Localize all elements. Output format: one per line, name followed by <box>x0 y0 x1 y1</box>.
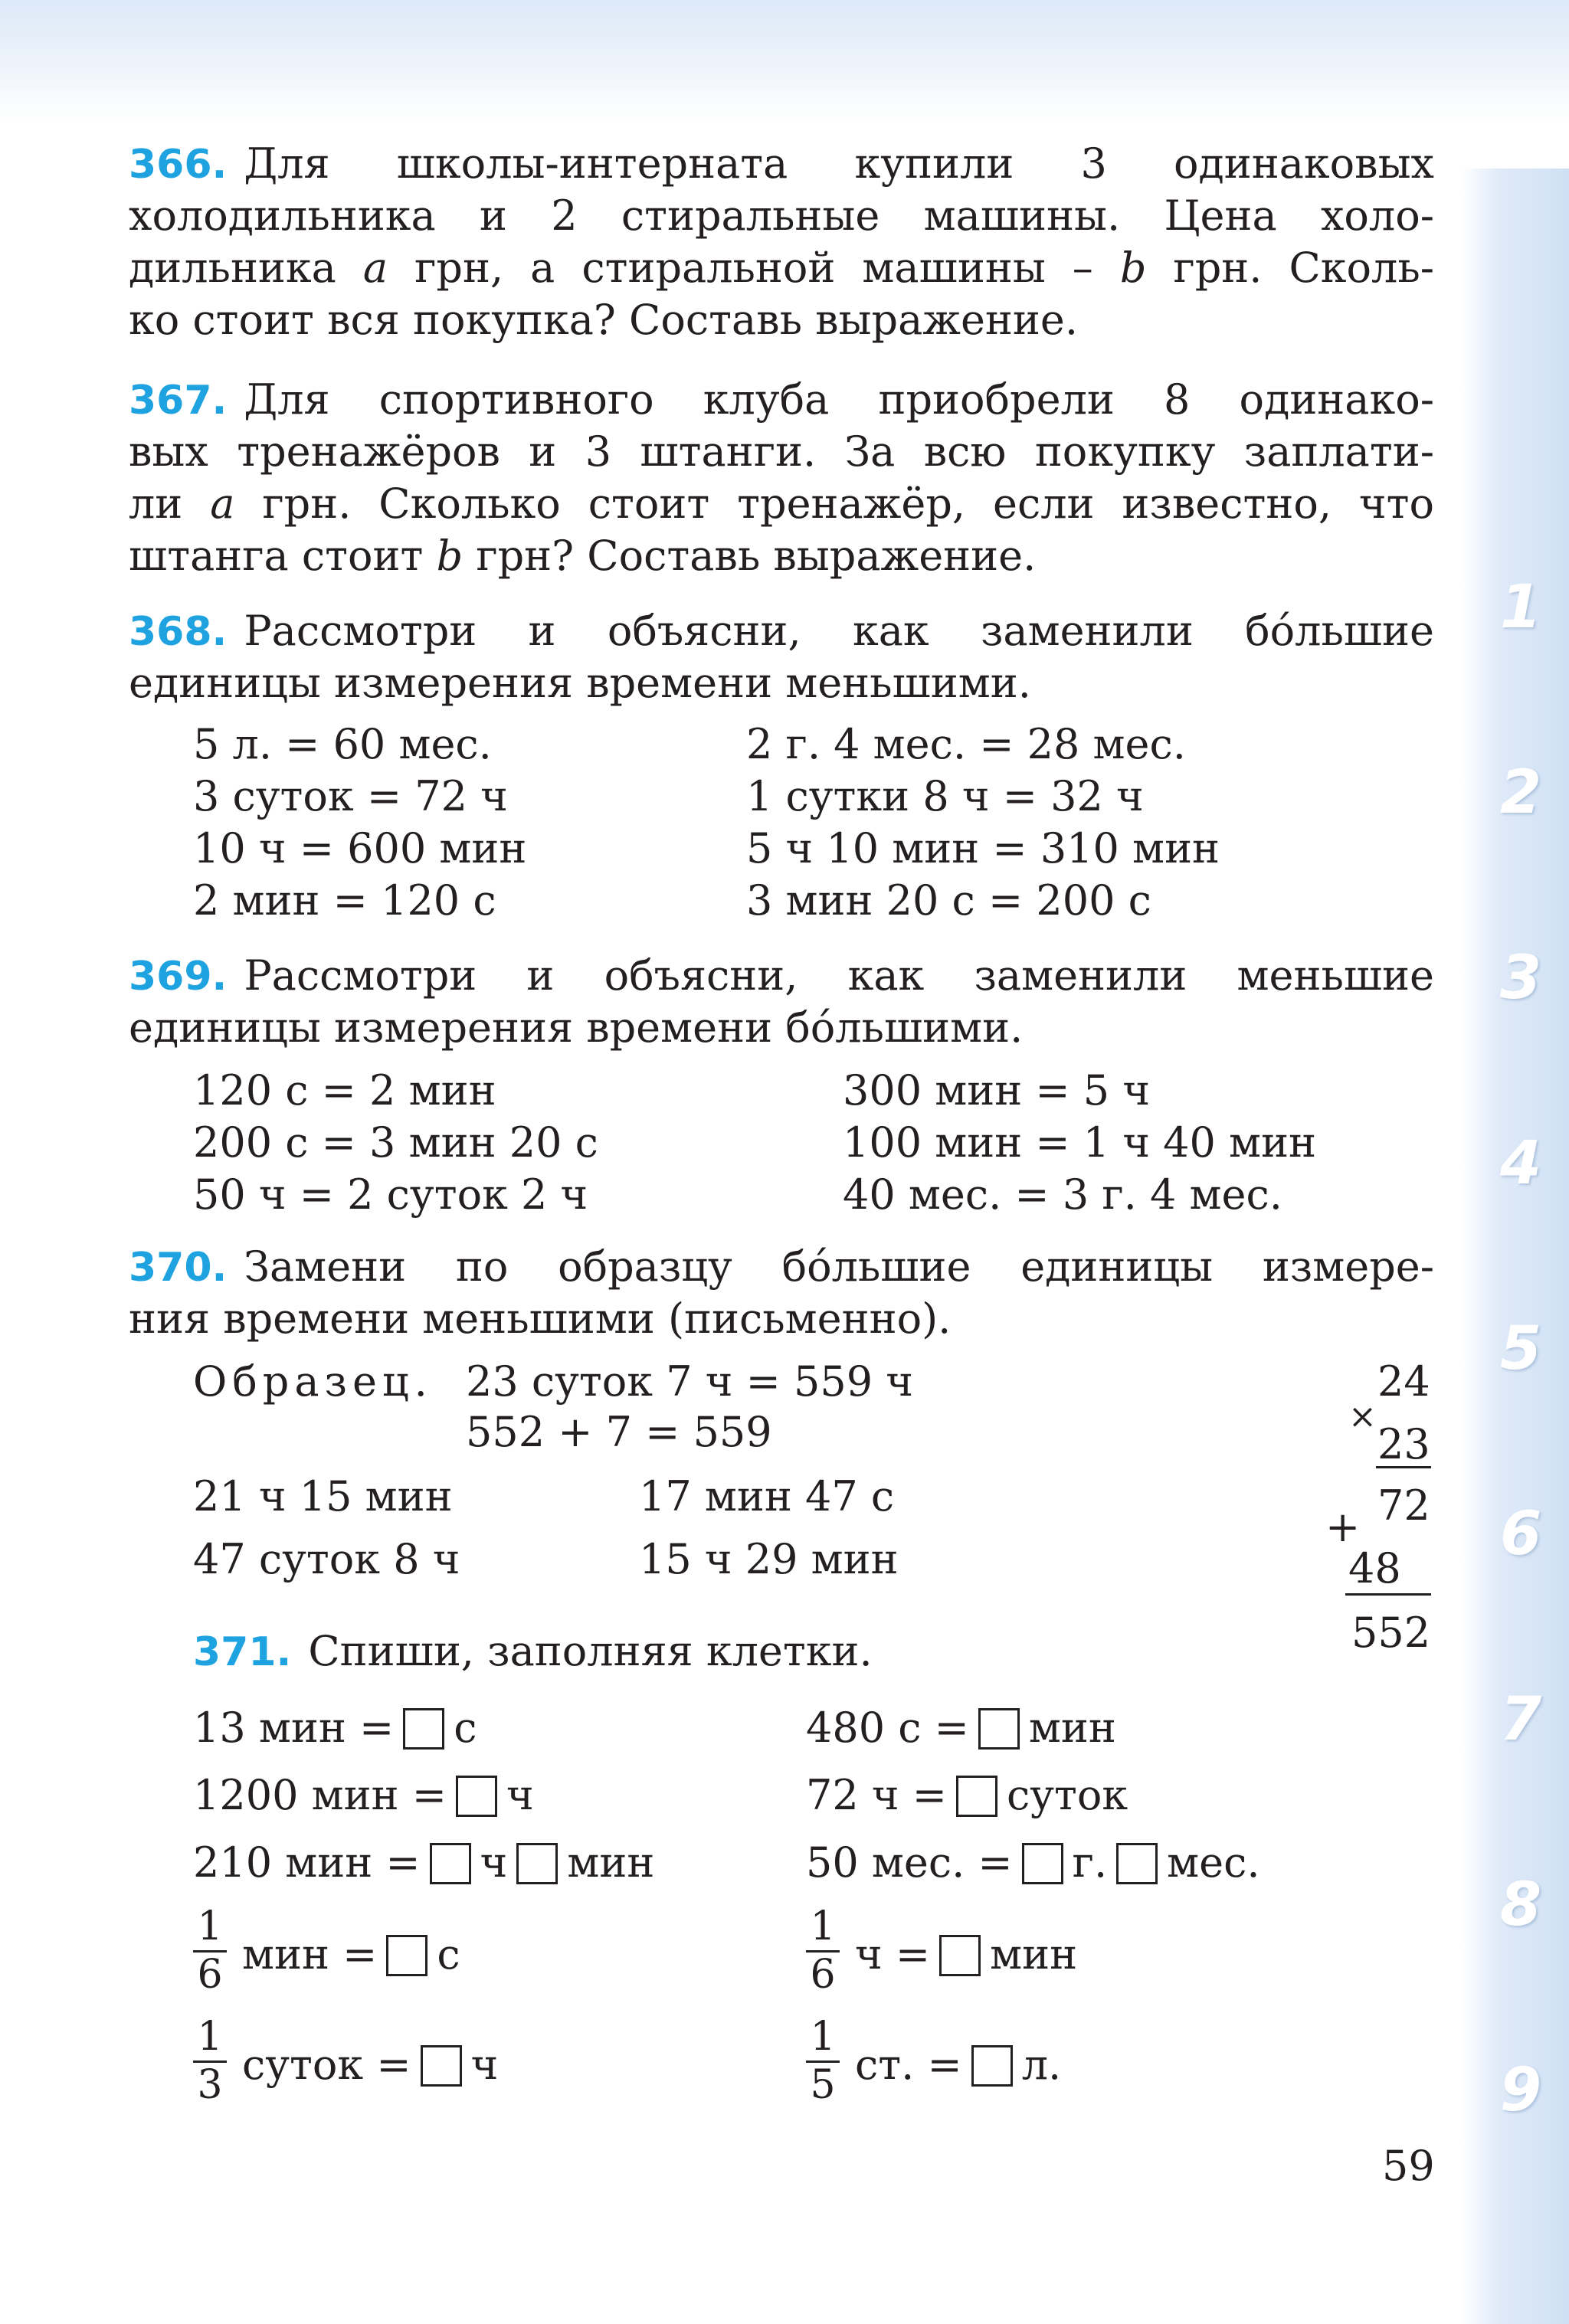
task-number: 367. <box>129 378 228 424</box>
task-366-line-1: 366. Для школы-интерната купили 3 одинаковых <box>129 139 1434 188</box>
side-number-1: 1 <box>1499 573 1542 642</box>
partial-product-1: 72 <box>1377 1481 1430 1530</box>
sample-line-2: 552 + 7 = 559 <box>466 1408 772 1456</box>
product-result: 552 <box>1351 1609 1431 1657</box>
sample-label: Образец. <box>193 1357 433 1406</box>
multiplicand: 24 <box>1377 1357 1430 1406</box>
fill-exercise: суток = ч <box>242 2041 499 2089</box>
task-number: 369. <box>129 954 228 1000</box>
side-number-3: 3 <box>1499 944 1542 1013</box>
task-370 <box>129 1241 1434 1345</box>
fill-exercise: ч = мин <box>855 1930 1078 1979</box>
task-number: 370. <box>129 1245 228 1291</box>
task-369-line-1: 369. Рассмотри и объясни, как заменили меньшие <box>129 951 1434 1000</box>
task-369-line-2: единицы измерения времени бо́льшими. <box>129 1003 1024 1052</box>
plus-sign: + <box>1325 1503 1361 1551</box>
task-number: 371. <box>193 1629 292 1675</box>
side-number-7: 7 <box>1499 1685 1542 1754</box>
answer-box[interactable] <box>1022 1843 1063 1884</box>
page-number: 59 <box>1382 2142 1435 2190</box>
fraction: 1 6 <box>193 1906 227 1995</box>
answer-box[interactable] <box>978 1708 1020 1750</box>
task-367-line-2: вых тренажёров и 3 штанги. За всю покупку заплати- <box>129 427 1434 476</box>
answer-box[interactable] <box>939 1935 981 1976</box>
calc-rule <box>1345 1593 1431 1596</box>
sample-line-1: 23 суток 7 ч = 559 ч <box>466 1357 913 1406</box>
conversion-left-3: 10 ч = 600 мин <box>193 824 527 872</box>
task-number: 368. <box>129 609 228 655</box>
side-number-5: 5 <box>1499 1314 1542 1383</box>
task-366-line-4: ко стоит вся покупка? Составь выражение. <box>129 296 1079 344</box>
task-366 <box>129 138 1434 346</box>
answer-box[interactable] <box>1116 1843 1158 1884</box>
task-367 <box>129 374 1434 582</box>
task-367-line-4: штанга стоит b грн? Составь выражение. <box>129 532 1037 580</box>
task-368-line-2: единицы измерения времени меньшими. <box>129 659 1031 707</box>
partial-product-2: 48 <box>1348 1544 1401 1592</box>
conversion-right-3: 40 мес. = 3 г. 4 мес. <box>843 1170 1282 1219</box>
answer-box[interactable] <box>421 2045 462 2087</box>
fill-exercise: ст. = л. <box>855 2041 1062 2089</box>
task-368-line-1: 368. Рассмотри и объясни, как заменили бо́льшие <box>129 607 1434 655</box>
exercise-task: 21 ч 15 мин <box>193 1472 453 1520</box>
conversion-right-2: 100 мин = 1 ч 40 мин <box>843 1118 1317 1167</box>
answer-box[interactable] <box>403 1708 444 1750</box>
conversion-right-4: 3 мин 20 с = 200 с <box>746 876 1151 925</box>
task-number: 366. <box>129 142 228 188</box>
fill-exercise: 72 ч = суток <box>806 1771 1128 1819</box>
answer-box[interactable] <box>430 1843 471 1884</box>
multiplier: 23 <box>1377 1420 1430 1468</box>
conversion-left-2: 3 суток = 72 ч <box>193 772 508 820</box>
exercise-task: 17 мин 47 с <box>639 1472 895 1520</box>
answer-box[interactable] <box>956 1776 997 1817</box>
conversion-left-1: 5 л. = 60 мес. <box>193 720 492 768</box>
task-370-line-1: 370. Замени по образцу бо́льшие единицы измере- <box>129 1242 1434 1291</box>
fill-exercise: 480 с = мин <box>806 1704 1116 1752</box>
fill-exercise: мин = с <box>242 1930 460 1979</box>
fill-exercise: 13 мин = с <box>193 1704 477 1752</box>
task-369 <box>129 950 1434 1054</box>
side-gradient-band <box>1462 169 1569 2324</box>
task-371-title: 371. Спиши, заполняя клетки. <box>193 1627 873 1675</box>
conversion-right-1: 300 мин = 5 ч <box>843 1066 1151 1115</box>
answer-box[interactable] <box>386 1935 427 1976</box>
fill-exercise: 210 мин = ч мин <box>193 1838 655 1887</box>
fraction: 1 6 <box>806 1906 840 1995</box>
exercise-task: 47 суток 8 ч <box>193 1535 460 1583</box>
side-number-2: 2 <box>1499 758 1542 827</box>
answer-box[interactable] <box>971 2045 1013 2087</box>
exercise-task: 15 ч 29 мин <box>639 1535 899 1583</box>
side-number-9: 9 <box>1499 2056 1542 2125</box>
conversion-right-1: 2 г. 4 мес. = 28 мес. <box>746 720 1186 768</box>
fill-exercise: 50 мес. = г. мес. <box>806 1838 1260 1887</box>
task-368 <box>129 605 1434 709</box>
conversion-left-4: 2 мин = 120 с <box>193 876 496 925</box>
task-366-line-3: дильника a грн, а стиральной машины – b грн. Сколь- <box>129 244 1434 292</box>
conversion-left-1: 120 с = 2 мин <box>193 1066 496 1115</box>
fraction: 1 5 <box>806 2016 840 2106</box>
side-number-4: 4 <box>1499 1129 1542 1198</box>
task-367-line-3: ли a грн. Сколько стоит тренажёр, если известно, что <box>129 480 1434 528</box>
fraction: 1 3 <box>193 2016 227 2106</box>
conversion-left-2: 200 с = 3 мин 20 с <box>193 1118 598 1167</box>
multiply-sign: × <box>1348 1397 1377 1436</box>
top-gradient-band <box>0 0 1569 123</box>
answer-box[interactable] <box>456 1776 497 1817</box>
task-370-line-2: ния времени меньшими (письменно). <box>129 1295 952 1343</box>
conversion-right-2: 1 сутки 8 ч = 32 ч <box>746 772 1144 820</box>
conversion-left-3: 50 ч = 2 суток 2 ч <box>193 1170 588 1219</box>
calc-rule <box>1376 1466 1431 1468</box>
answer-box[interactable] <box>516 1843 558 1884</box>
task-366-line-2: холодильника и 2 стиральные машины. Цена холо- <box>129 191 1434 240</box>
side-number-8: 8 <box>1499 1871 1542 1939</box>
task-367-line-1: 367. Для спортивного клуба приобрели 8 одинако- <box>129 375 1434 424</box>
side-number-6: 6 <box>1499 1500 1542 1569</box>
conversion-right-3: 5 ч 10 мин = 310 мин <box>746 824 1220 872</box>
fill-exercise: 1200 мин = ч <box>193 1771 534 1819</box>
